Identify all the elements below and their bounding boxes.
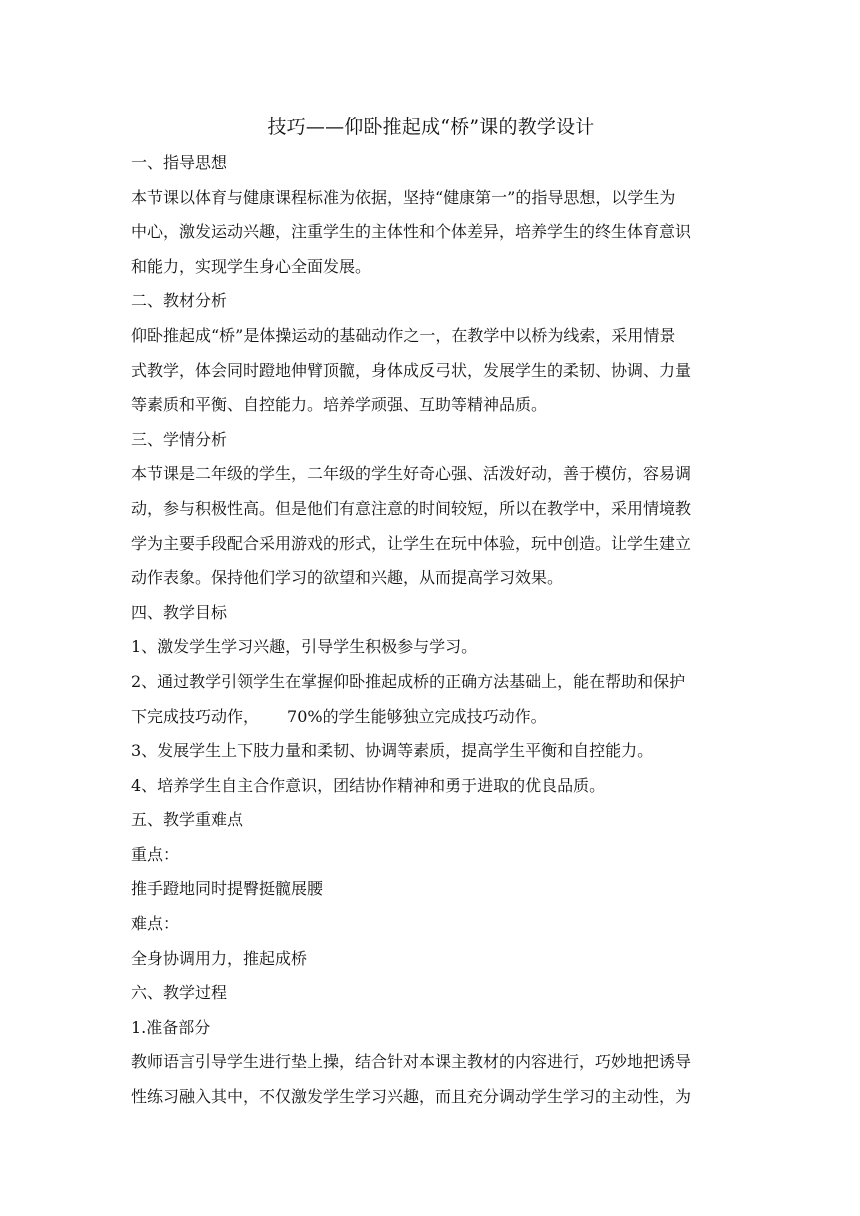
paragraph-line: 本节课以体育与健康课程标准为依据，坚持“健康第一”的指导思想，以学生为 [131,187,676,207]
subheading-difficulty: 难点： [131,914,180,934]
paragraph-line: 式教学，体会同时蹬地伸臂顶髋，身体成反弓状，发展学生的柔韧、协调、力量 [131,360,692,380]
list-item: 3、发展学生上下肢力量和柔韧、协调等素质，提高学生平衡和自控能力。 [131,741,654,761]
paragraph-line: 动，参与积极性高。但是他们有意注意的时间较短，所以在教学中，采用情境教 [131,498,692,518]
section-heading-key-points: 五、教学重难点 [131,810,244,830]
paragraph-line: 本节课是二年级的学生，二年级的学生好奇心强、活泼好动，善于模仿，容易调 [131,464,692,484]
list-item: 2、通过教学引领学生在掌握仰卧推起成桥的正确方法基础上，能在帮助和保护 [131,671,686,691]
paragraph-line: 性练习融入其中，不仅激发学生学习兴趣，而且充分调动学生学习的主动性，为 [131,1087,692,1107]
list-item-continued-part1: 下完成技巧动作， [131,706,260,726]
document-title: 技巧——仰卧推起成“桥”课的教学设计 [267,116,595,138]
section-heading-teaching-goals: 四、教学目标 [131,602,228,622]
paragraph-line: 和能力，实现学生身心全面发展。 [131,256,372,276]
paragraph-line: 动作表象。保持他们学习的欲望和兴趣，从而提高学习效果。 [131,568,564,588]
paragraph-line: 教师语言引导学生进行垫上操，结合针对本课主教材的内容进行，巧妙地把诱导 [131,1052,692,1072]
list-item: 1、激发学生学习兴趣，引导学生积极参与学习。 [131,637,478,657]
list-item-continued-part2: 70%的学生能够独立完成技巧动作。 [287,706,547,726]
difficulty-text: 全身协调用力，推起成桥 [131,948,308,968]
document-page [131,112,731,1115]
section-heading-student-analysis: 三、学情分析 [131,429,228,449]
section-heading-guiding-ideology: 一、指导思想 [131,153,228,172]
list-item: 4、培养学生自主合作意识，团结协作精神和勇于进取的优良品质。 [131,775,606,795]
list-item-continued [131,700,731,735]
paragraph-line: 等素质和平衡、自控能力。培养学顽强、互助等精神品质。 [131,395,548,415]
paragraph-line: 仰卧推起成“桥”是体操运动的基础动作之一，在教学中以桥为线索，采用情景 [131,325,676,345]
paragraph-line: 学为主要手段配合采用游戏的形式，让学生在玩中体验，玩中创造。让学生建立 [131,533,692,553]
paragraph-line: 中心，激发运动兴趣，注重学生的主体性和个体差异，培养学生的终生体育意识 [131,222,692,242]
key-point-text: 推手蹬地同时提臀挺髋展腰 [131,879,324,899]
subheading-key-point: 重点： [131,844,180,864]
section-heading-teaching-process: 六、教学过程 [131,983,228,1003]
section-heading-material-analysis: 二、教材分析 [131,291,228,311]
document-body [131,146,731,1115]
subsection-heading-preparation: 1.准备部分 [131,1017,211,1037]
